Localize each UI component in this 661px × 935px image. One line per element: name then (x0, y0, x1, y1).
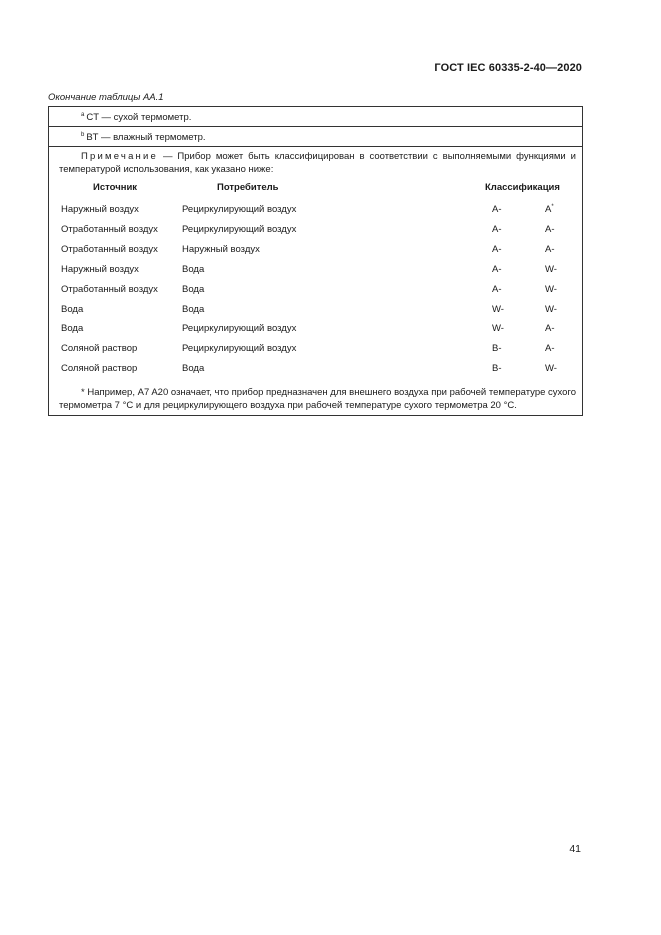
cell-source (61, 363, 137, 374)
cell-class-1-text: A- (492, 204, 502, 215)
table-caption: Окончание таблицы AA.1 (48, 92, 164, 103)
cell-source-text: Наружный воздух (61, 204, 139, 215)
cell-source-text: Соляной раствор (61, 343, 138, 355)
cell-source (61, 284, 158, 295)
cell-class-1-text: B- (492, 343, 502, 355)
cell-class-2 (545, 363, 557, 374)
cell-class-1-text: W- (492, 303, 504, 315)
cell-source (61, 204, 139, 215)
example-text: * Например, A7 A20 означает, что прибор предназначен для внешнего воздуха при рабочей температуре сухого термометра 7 °C и для рециркулирующего воздуха при рабочей температуре сухого термометра 20 °C. (59, 387, 576, 411)
cell-class-1-text: A- (492, 263, 502, 275)
cell-class-2 (545, 323, 555, 334)
cell-class-1 (492, 363, 502, 374)
cell-class-1 (492, 284, 502, 295)
cell-source-text: Вода (61, 323, 84, 335)
cell-consumer-text: Вода (182, 263, 205, 275)
header-consumer: Потребитель (217, 182, 279, 193)
cell-class-1 (492, 323, 504, 334)
document-code: ГОСТ IEC 60335-2-40—2020 (434, 62, 582, 74)
cell-class-1-text: B- (492, 363, 502, 375)
footnote-text: CT — сухой термометр. (86, 112, 192, 123)
cell-consumer-text: Вода (182, 303, 205, 315)
cell-class-2 (545, 284, 557, 295)
cell-source (61, 244, 158, 255)
footnote-row-b (49, 127, 582, 147)
page-number: 41 (569, 843, 581, 855)
cell-class-2-text: W- (545, 303, 557, 315)
footnote-row-a (49, 107, 582, 127)
cell-source-text: Отработанный воздух (61, 243, 158, 255)
header-classification: Классификация (485, 182, 560, 193)
cell-source-text: Наружный воздух (61, 263, 139, 275)
note-label: Примечание (81, 151, 158, 162)
footnote-a (81, 112, 191, 123)
note-text: — Прибор может быть классифицирован в соответствии с выполняемыми функциями и температурой использования, как указано ниже: (59, 151, 576, 175)
cell-consumer (182, 284, 204, 295)
cell-source-text: Отработанный воздух (61, 223, 158, 235)
cell-consumer (182, 264, 204, 275)
example-footnote (59, 386, 576, 412)
cell-consumer-text: Рециркулирующий воздух (182, 204, 297, 215)
cell-class-2-text: A- (545, 223, 555, 235)
asterisk-mark: * (551, 204, 554, 210)
cell-class-1 (492, 264, 502, 275)
cell-class-1 (492, 224, 502, 235)
cell-class-2 (545, 204, 554, 215)
header-source: Источник (93, 182, 138, 193)
cell-class-2 (545, 244, 555, 255)
cell-source (61, 224, 158, 235)
cell-consumer (182, 363, 204, 374)
cell-class-1 (492, 304, 504, 315)
cell-source (61, 343, 137, 354)
cell-class-2-text: A (545, 204, 552, 215)
cell-class-2 (545, 224, 555, 235)
cell-consumer (182, 343, 296, 354)
cell-consumer-text: Наружный воздух (182, 243, 260, 255)
cell-consumer (182, 323, 296, 334)
cell-class-1 (492, 204, 502, 215)
cell-source-text: Вода (61, 303, 84, 315)
cell-consumer-text: Рециркулирующий воздух (182, 343, 297, 355)
cell-class-2-text: W- (545, 363, 557, 375)
cell-class-2-text: A- (545, 343, 555, 355)
footnote-text: BT — влажный термометр. (86, 132, 206, 143)
cell-consumer (182, 304, 204, 315)
cell-consumer-text: Рециркулирующий воздух (182, 223, 297, 235)
cell-class-1-text: A- (492, 243, 502, 255)
cell-class-2-text: W- (545, 283, 557, 295)
cell-source-text: Отработанный воздух (61, 283, 158, 295)
cell-class-2-text: A- (545, 323, 555, 335)
cell-consumer-text: Вода (182, 363, 205, 375)
cell-class-1-text: W- (492, 323, 504, 335)
cell-class-1 (492, 244, 502, 255)
cell-class-2 (545, 264, 557, 275)
cell-class-1 (492, 343, 502, 354)
note-paragraph (59, 151, 576, 176)
cell-source (61, 304, 83, 315)
cell-class-2 (545, 304, 557, 315)
cell-class-2-text: W- (545, 263, 557, 275)
cell-source-text: Соляной раствор (61, 363, 138, 375)
cell-source (61, 264, 139, 275)
cell-consumer (182, 224, 296, 235)
cell-source (61, 323, 83, 334)
cell-class-2 (545, 343, 555, 354)
footnote-mark: a (81, 112, 85, 118)
cell-consumer (182, 204, 296, 215)
footnote-b (81, 132, 206, 143)
cell-class-1-text: A- (492, 283, 502, 295)
cell-class-2-text: A- (545, 243, 555, 255)
footnote-mark: b (81, 132, 85, 138)
cell-class-1-text: A- (492, 223, 502, 235)
cell-consumer-text: Вода (182, 283, 205, 295)
table-frame (48, 106, 583, 416)
cell-consumer (182, 244, 260, 255)
cell-consumer-text: Рециркулирующий воздух (182, 323, 297, 335)
